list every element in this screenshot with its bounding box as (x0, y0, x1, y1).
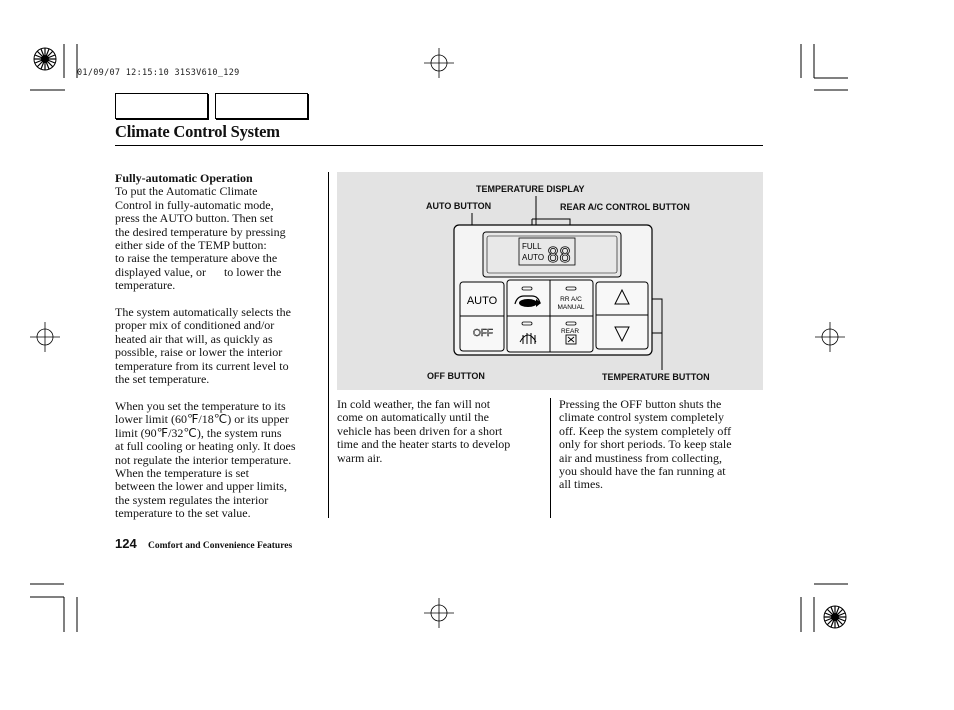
text-line: When the temperature is set (115, 465, 249, 480)
column-3 (559, 398, 763, 492)
manual-label: MANUAL (557, 304, 585, 311)
text-line: you should have the fan running at (559, 464, 726, 479)
text-line: Pressing the OFF button shuts the (559, 397, 722, 411)
column-divider-1 (328, 172, 329, 518)
text-line: only for short periods. To keep stale (559, 437, 732, 452)
label-rear-ac-control-button: REAR A/C CONTROL BUTTON (560, 202, 690, 212)
text-line: between the lower and upper limits, (115, 479, 287, 494)
text-line: possible, raise or lower the interior (115, 345, 283, 360)
control-panel-drawing (337, 172, 763, 390)
display-full: FULL (522, 242, 542, 251)
text-line: air and mustiness from collecting, (559, 450, 722, 465)
paragraph-2 (115, 306, 327, 386)
text-line: temperature to the set value. (115, 506, 251, 521)
off-button: OFF (473, 328, 493, 339)
label-temperature-display: TEMPERATURE DISPLAY (476, 184, 585, 194)
rear-label: REAR (560, 328, 580, 335)
text-line: The system automatically selects the (115, 305, 291, 320)
header-tab-box-1 (115, 93, 208, 119)
text-line: the system regulates the interior (115, 492, 269, 507)
label-temperature-button: TEMPERATURE BUTTON (602, 372, 710, 382)
text-line: to raise the temperature above the (115, 251, 278, 266)
text-line: limit (90℉/32℃), the system runs (115, 425, 282, 440)
text-line: not regulate the interior temperature. (115, 452, 292, 467)
text-line: either side of the TEMP button: (115, 238, 267, 253)
text-line: In cold weather, the fan will not (337, 397, 491, 411)
column-2 (337, 398, 547, 465)
text-line: climate control system completely (559, 410, 724, 425)
subhead-fully-automatic: Fully-automatic Operation (115, 171, 253, 185)
page-number: 124 (115, 536, 137, 551)
text-line: lower limit (60℉/18℃) or its upper (115, 412, 289, 427)
text-line: temperature. (115, 278, 176, 293)
text-line: proper mix of conditioned and/or (115, 318, 275, 333)
paragraph-1 (115, 185, 327, 292)
text-line: at full cooling or heating only. It does (115, 439, 296, 454)
text-line: warm air. (337, 450, 383, 465)
label-off-button: OFF BUTTON (427, 371, 485, 381)
display-digits: 88 (547, 243, 572, 267)
column-1 (115, 172, 327, 521)
rr-ac-label: RR A/C (560, 296, 582, 303)
text-line: heated air that will, as quickly as (115, 331, 273, 346)
text-line: the set temperature. (115, 372, 210, 387)
column-divider-2 (550, 398, 551, 518)
header-tab-box-2 (215, 93, 308, 119)
auto-button: AUTO (466, 295, 498, 307)
text-line: temperature from its current level to (115, 358, 289, 373)
title-rule (115, 145, 763, 146)
section-name: Comfort and Convenience Features (148, 541, 293, 551)
text-line: vehicle has been driven for a short (337, 423, 503, 438)
page-title: Climate Control System (115, 122, 280, 141)
label-auto-button: AUTO BUTTON (426, 201, 492, 211)
text-line: Control in fully-automatic mode, (115, 197, 274, 212)
paragraph-3 (115, 400, 327, 521)
print-stamp: 01/09/07 12:15:10 31S3V610_129 (77, 68, 240, 78)
text-line: the desired temperature by pressing (115, 224, 286, 239)
text-line: off. Keep the system completely off (559, 423, 732, 438)
text-line: displayed value, or to lower the (115, 264, 282, 279)
text-line: To put the Automatic Climate (115, 184, 258, 199)
display-auto: AUTO (522, 253, 545, 262)
text-line: When you set the temperature to its (115, 398, 286, 413)
text-line: come on automatically until the (337, 410, 489, 425)
text-line: time and the heater starts to develop (337, 437, 511, 452)
text-line: press the AUTO button. Then set (115, 211, 274, 226)
text-line: all times. (559, 477, 603, 492)
